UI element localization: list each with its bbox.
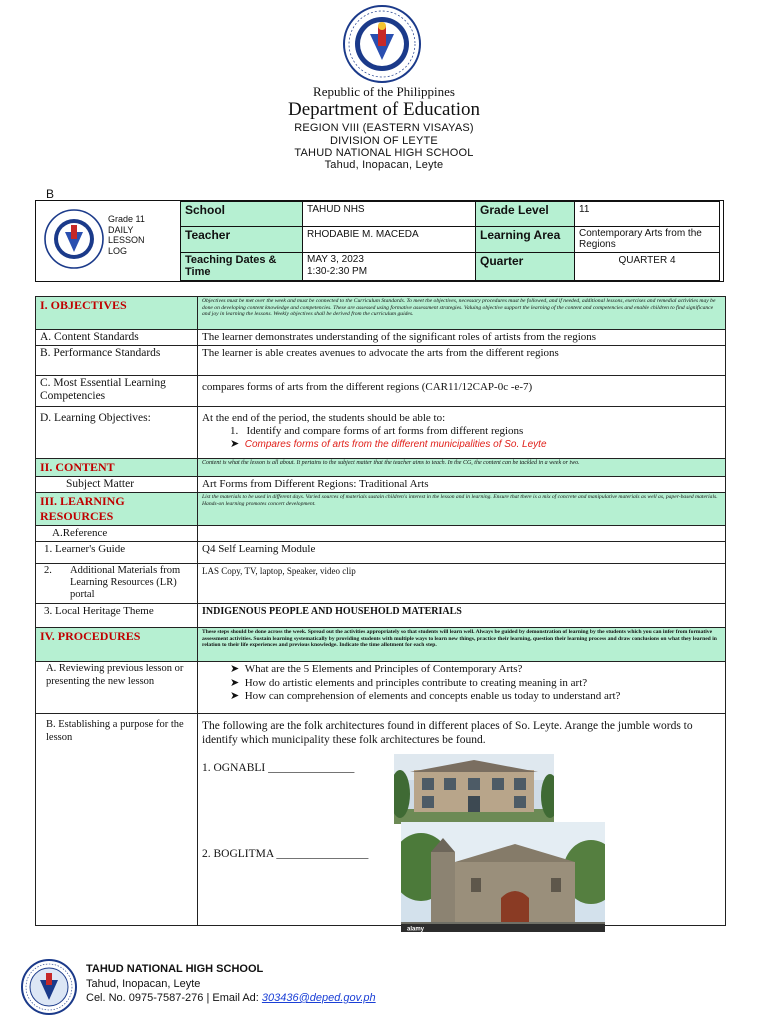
review-question-1 [202, 663, 721, 677]
footer-contact [86, 992, 376, 1004]
melc-label: C. Most Essential Learning Competencies [36, 376, 198, 407]
teacher-label: Teacher [181, 227, 303, 253]
log-line: LOG [108, 245, 128, 256]
school-name-line: TAHUD NATIONAL HIGH SCHOOL [294, 147, 474, 159]
learning-objectives-label: D. Learning Objectives: [36, 407, 198, 459]
deped-seal-logo [342, 4, 422, 84]
grade-level-value: 11 [575, 202, 720, 227]
reference-value [198, 526, 726, 542]
additional-materials-text: Additional Materials from Learning Resources (LR) portal [70, 565, 181, 600]
local-heritage-value: INDIGENOUS PEOPLE AND HOUSEHOLD MATERIALS [198, 604, 726, 628]
footer-email-link[interactable]: 303436@deped.gov.ph [261, 992, 376, 1004]
grade-level-label: Grade Level [476, 202, 575, 227]
daily-line: DAILY [108, 224, 134, 235]
school-label: School [181, 202, 303, 227]
local-heritage-label: 3. Local Heritage Theme [36, 604, 198, 628]
objectives-heading: I. OBJECTIVES [36, 297, 198, 330]
content-note: Content is what the lesson is all about. It pertains to the subject matter that the teacher aims to teach. In the CG, the content can be tackled in a week or two. [198, 459, 726, 477]
learning-area-label: Learning Area [476, 227, 575, 253]
additional-materials-value: LAS Copy, TV, laptop, Speaker, video clip [198, 564, 726, 604]
establishing-purpose-label: B. Establishing a purpose for the lesson [36, 714, 198, 926]
region-line: REGION VIII (EASTERN VISAYAS) [294, 122, 474, 134]
content-heading: II. CONTENT [36, 459, 198, 477]
review-question-1-text: What are the 5 Elements and Principles of Contemporary Arts? [244, 663, 523, 675]
school-address-line: Tahud, Inopacan, Leyte [324, 159, 444, 171]
quarter-value: QUARTER 4 [575, 253, 720, 281]
old-church-photo [401, 822, 605, 932]
content-standards-label: A. Content Standards [36, 330, 198, 346]
quarter-label: Quarter [476, 253, 575, 281]
review-question-3 [202, 690, 721, 704]
objective-number: 1. [230, 425, 247, 437]
performance-standards-label: B. Performance Standards [36, 346, 198, 376]
objectives-note: Objectives must be met over the week and must be connected to the Curriculum Standards. To meet the objectives, necessary procedures must be followed, and if needed, additional lessons, exercises and remedial activities may be done on developing content knowledge and competencies. These are assessed using formative assessment strategies. Valuing objective support the learning of the content and competencies and enable children to find significance and joy in learning the lessons. Weekly objectives shall be derived from the curriculum guides. [198, 297, 726, 330]
watermark-text: alamy [407, 926, 425, 932]
review-question-3-text: How can comprehension of elements and concepts enable us today to understand art? [244, 690, 621, 702]
arrow-bullet-icon: ➤ [230, 438, 245, 450]
resources-heading: III. LEARNING RESOURCES [36, 493, 198, 526]
melc-value: compares forms of arts from the different regions (CAR11/12CAP-0c -e-7) [198, 376, 726, 407]
reviewing-lesson-value [198, 662, 726, 714]
subject-matter-value: Art Forms from Different Regions: Traditional Arts [198, 477, 726, 493]
jumble-word-1: 1. OGNABLI _______________ [202, 762, 355, 774]
objective-item-2-text: Compares forms of arts from the different municipalities of So. Leyte [244, 439, 547, 450]
learning-objectives-intro: At the end of the period, the students should be able to: [202, 412, 446, 424]
arrow-bullet-icon: ➤ [230, 690, 245, 702]
grade-line: Grade 11 [108, 214, 145, 224]
lesson-info-table [180, 201, 720, 281]
objective-item-2 [202, 438, 721, 451]
learning-objectives-value [198, 407, 726, 459]
procedures-note: These steps should be done across the week. Spread out the activities appropriately so that students will learn well. Always be guided by demonstration of learning by the students which you can infer from formative assessment activities. Sustain learning systematically by providing students with multiple ways to learn new things, practice their learning, question their learning process and draw conclusions on what they learned in relation to their life experiences and previous knowledge. Indicate the time allotment for each step. [198, 628, 726, 662]
arrow-bullet-icon: ➤ [230, 676, 245, 689]
arrow-bullet-icon: ➤ [230, 663, 245, 675]
footer-address: Tahud, Inopacan, Leyte [86, 978, 201, 990]
learners-guide-label: 1. Learner's Guide [36, 542, 198, 564]
teaching-dates-label: Teaching Dates & Time [181, 253, 303, 281]
school-value: TAHUD NHS [303, 202, 476, 227]
procedures-heading: IV. PROCEDURES [36, 628, 198, 662]
additional-materials-label [36, 564, 198, 604]
grade-dll-label [108, 214, 145, 256]
reviewing-lesson-label: A. Reviewing previous lesson or presenting the new lesson [36, 662, 198, 714]
review-question-2-text: How do artistic elements and principles contribute to creating meaning in art? [244, 676, 588, 689]
resources-note: List the materials to be used in different days. Varied sources of materials sustain children's interest in the lesson and in learning. Ensure that there is a mix of concrete and manipulative materials as well as, paper-based materials. Hands-on learning promotes concert development. [198, 493, 726, 526]
time-line: 1:30-2:30 PM [307, 266, 368, 277]
republic-heading: Republic of the Philippines [313, 84, 455, 99]
footer-contact-text: Cel. No. 0975-7587-276 | Email Ad: [86, 992, 262, 1004]
date-line: MAY 3, 2023 [307, 254, 364, 265]
subject-matter-label: Subject Matter [36, 477, 198, 493]
review-question-2 [202, 677, 721, 691]
learners-guide-value: Q4 Self Learning Module [198, 542, 726, 564]
lesson-line: LESSON [108, 235, 145, 245]
deped-seal-small-logo [43, 208, 105, 270]
jumble-word-2: 2. BOGLITMA ________________ [202, 848, 369, 860]
objective-item-1-text: Identify and compare forms of art forms from different regions [246, 425, 524, 437]
heritage-building-photo [394, 754, 554, 824]
establishing-purpose-text: The following are the folk architectures found in different places of So. Leyte. Arange the jumble words to identify which municipality these folk architectures be found. [202, 720, 693, 746]
footer-school-name: TAHUD NATIONAL HIGH SCHOOL [86, 963, 264, 975]
division-line: DIVISION OF LEYTE [330, 135, 438, 147]
item-number: 2. [44, 565, 52, 576]
department-heading: Department of Education [287, 99, 481, 120]
objective-item-1 [202, 425, 721, 438]
teaching-dates-value [303, 253, 476, 281]
lesson-plan-table [35, 296, 726, 926]
teacher-value: RHODABIE M. MACEDA [303, 227, 476, 253]
reference-label: A.Reference [36, 526, 198, 542]
school-seal-logo [20, 958, 78, 1016]
section-letter: B [46, 187, 55, 201]
content-standards-value: The learner demonstrates understanding of the significant roles of artists from the regions [198, 330, 726, 346]
learning-area-value: Contemporary Arts from the Regions [575, 227, 720, 253]
performance-standards-value: The learner is able creates avenues to advocate the arts from the different regions [198, 346, 726, 376]
